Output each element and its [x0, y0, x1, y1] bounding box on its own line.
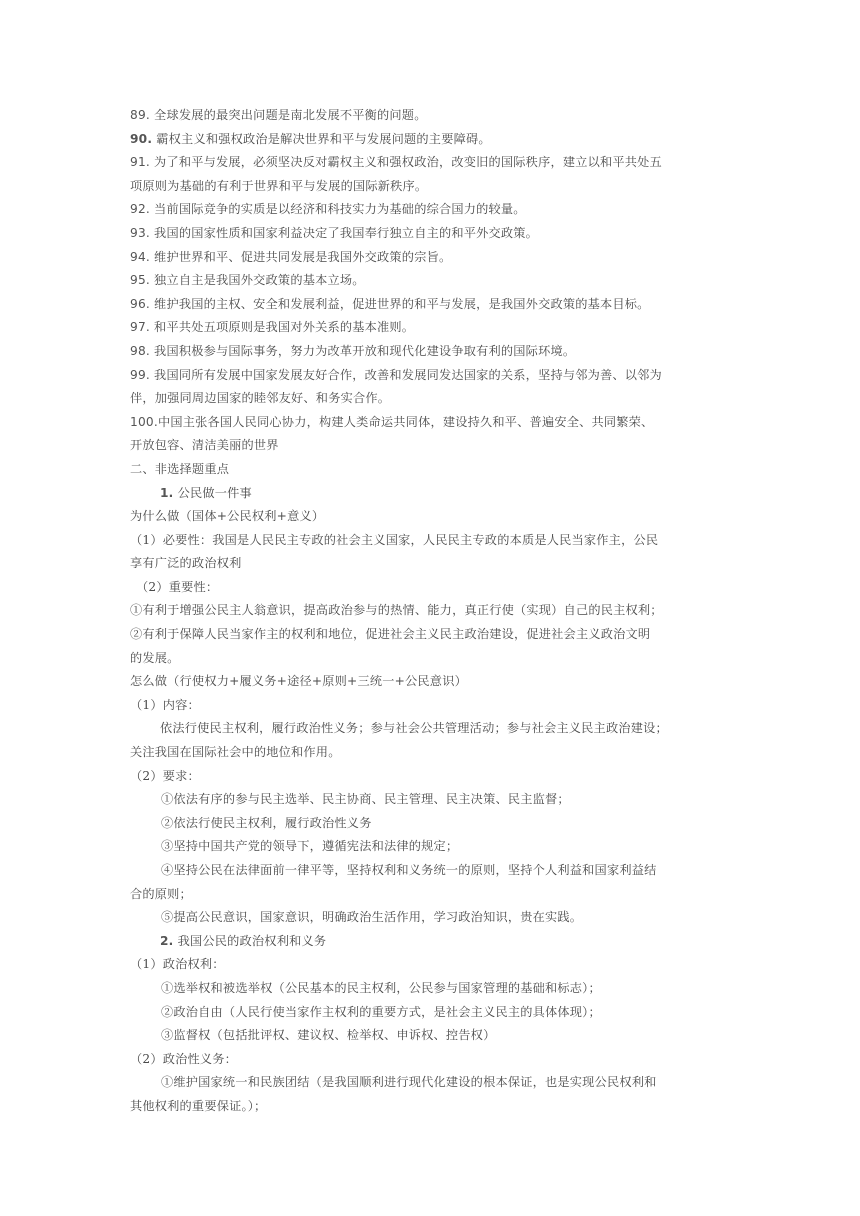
requirement-4-cont: 合的原则；	[130, 886, 192, 901]
importance-label: （2）重要性：	[136, 579, 219, 594]
content-line-1: 依法行使民主权利，履行政治性义务；参与社会公共管理活动；参与社会主义民主政治建设；	[160, 721, 668, 736]
list-item-90: 90. 霸权主义和强权政治是解决世界和平与发展问题的主要障碍。	[130, 131, 491, 146]
right-1: ①选举权和被选举权（公民基本的民主权利，公民参与国家管理的基础和标志）；	[161, 980, 601, 995]
content-label: （1）内容：	[130, 697, 200, 712]
requirements-label: （2）要求：	[130, 768, 200, 783]
list-item-96: 96. 维护我国的主权、安全和发展利益，促进世界的和平与发展，是我国外交政策的基本目标。	[130, 296, 650, 311]
document-page	[130, 104, 730, 1119]
list-item-91-cont: 项原则为基础的有利于世界和平与发展的国际新秩序。	[130, 178, 428, 193]
duty-1-cont: 其他权利的重要保证。）；	[130, 1098, 267, 1113]
list-item-93: 93. 我国的国家性质和国家利益决定了我国奉行独立自主的和平外交政策。	[130, 225, 539, 240]
rights-label: （1）政治权利：	[130, 957, 225, 972]
list-item-89: 89. 全球发展的最突出问题是南北发展不平衡的问题。	[130, 108, 427, 122]
section-heading: 二、非选择题重点	[130, 461, 230, 476]
why-heading: 为什么做（国体+公民权利+意义）	[130, 509, 325, 524]
list-item-100: 100.中国主张各国人民同心协力，构建人类命运共同体，建设持久和平、普遍安全、共同繁荣、	[130, 414, 654, 429]
requirement-2: ②依法行使民主权利，履行政治性义务	[161, 815, 372, 830]
list-item-100-cont: 开放包容、清洁美丽的世界	[130, 438, 279, 453]
necessity-line-2: 享有广泛的政治权利	[130, 556, 242, 571]
list-item-94: 94. 维护世界和平、促进共同发展是我国外交政策的宗旨。	[130, 249, 452, 264]
list-item-97: 97. 和平共处五项原则是我国对外关系的基本准则。	[130, 320, 415, 335]
duties-label: （2）政治性义务：	[130, 1051, 238, 1066]
list-item-99: 99. 我国同所有发展中国家发展友好合作，改善和发展同发达国家的关系，坚持与邻为善、以邻为	[130, 367, 662, 382]
right-3: ③监督权（包括批评权、建议权、检举权、申诉权、控告权）	[161, 1028, 496, 1043]
list-item-91: 91. 为了和平与发展，必须坚决反对霸权主义和强权政治，改变旧的国际秩序，建立以和平共处五	[130, 155, 662, 170]
duty-1: ①维护国家统一和民族团结（是我国顺利进行现代化建设的根本保证，也是实现公民权利和	[161, 1075, 657, 1090]
list-item-99-cont: 伴，加强同周边国家的睦邻友好、和务实合作。	[130, 391, 391, 406]
how-heading: 怎么做（行使权力+履义务+途径+原则+三统一+公民意识）	[130, 674, 467, 689]
importance-item-2-cont: 的发展。	[130, 650, 180, 665]
content-line-2: 关注我国在国际社会中的地位和作用。	[130, 745, 341, 760]
list-item-92: 92. 当前国际竞争的实质是以经济和科技实力为基础的综合国力的较量。	[130, 202, 526, 217]
requirement-4: ④坚持公民在法律面前一律平等，坚持权利和义务统一的原则，坚持个人利益和国家利益结	[161, 863, 657, 877]
list-item-95: 95. 独立自主是我国外交政策的基本立场。	[130, 273, 365, 288]
requirement-5: ⑤提高公民意识，国家意识，明确政治生活作用，学习政治知识，贵在实践。	[161, 910, 583, 925]
requirement-3: ③坚持中国共产党的领导下，遵循宪法和法律的规定；	[161, 839, 459, 854]
requirement-1: ①依法有序的参与民主选举、民主协商、民主管理、民主决策、民主监督；	[161, 792, 570, 807]
right-2: ②政治自由（人民行使当家作主权利的重要方式，是社会主义民主的具体体现）；	[161, 1004, 601, 1019]
list-item-98: 98. 我国积极参与国际事务，努力为改革开放和现代化建设争取有利的国际环境。	[130, 343, 576, 358]
importance-item-1: ①有利于增强公民主人翁意识，提高政治参与的热情、能力，真正行使（实现）自己的民主权利；	[130, 603, 663, 618]
necessity-line-1: （1）必要性：我国是人民民主专政的社会主义国家，人民民主专政的本质是人民当家作主，公民	[130, 532, 659, 547]
importance-item-2: ②有利于保障人民当家作主的权利和地位，促进社会主义民主政治建设，促进社会主义政治文明	[130, 627, 651, 642]
subsection-heading-1: 1. 公民做一件事	[160, 485, 252, 500]
subsection-heading-2: 2. 我国公民的政治权利和义务	[160, 933, 327, 948]
